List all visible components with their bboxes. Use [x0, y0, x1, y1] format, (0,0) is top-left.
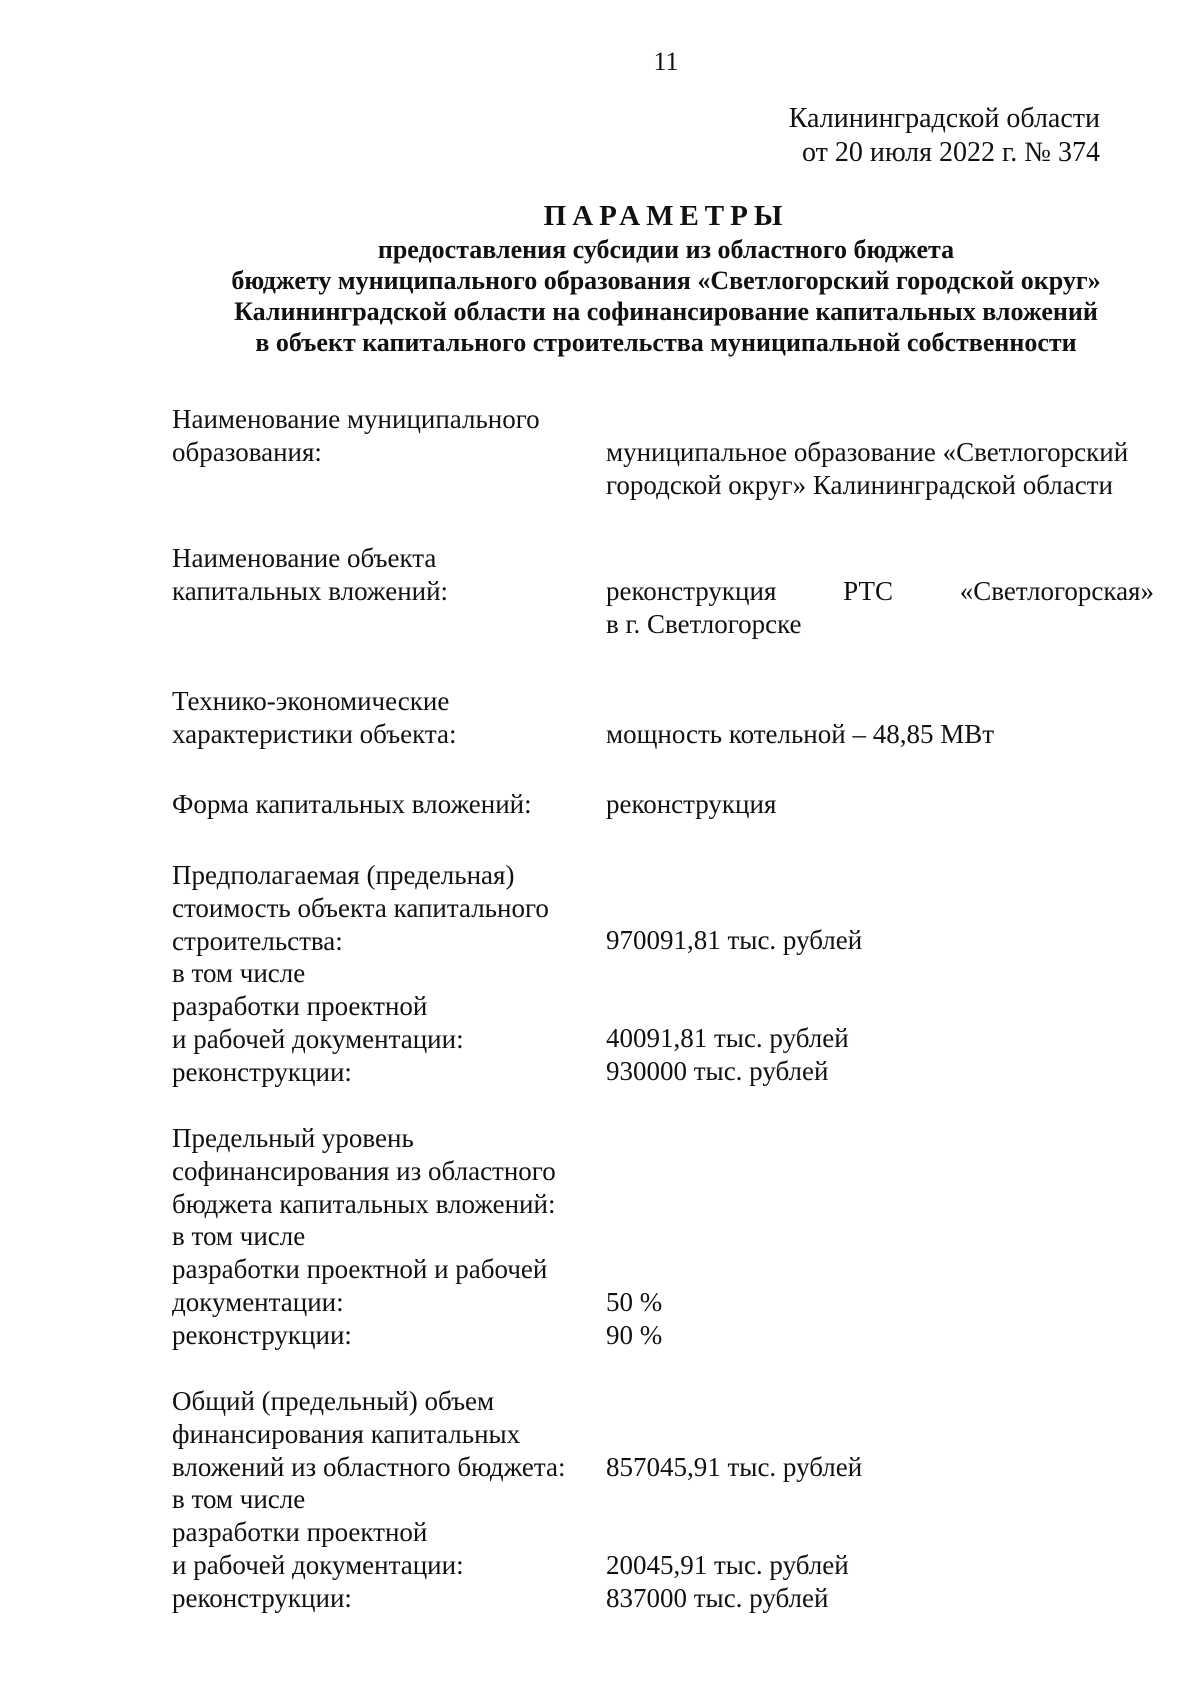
cost-design: 40091,81 тыс. рублей [606, 1023, 849, 1054]
page-number: 11 [653, 47, 679, 76]
object-name-value [606, 575, 1154, 641]
label-line: вложений из областного бюджета: [172, 1451, 566, 1482]
title-line-2: бюджету муниципального образования «Светлогорский городской округ» [231, 266, 1101, 295]
cofinancing-design: 50 % [606, 1287, 663, 1317]
value-word: реконструкция [606, 576, 777, 606]
header-line-1: Калининградской области [788, 103, 1100, 134]
municipality-value [606, 436, 1154, 502]
cofinancing-reconstruction: 90 % [606, 1319, 663, 1350]
label-line: разработки проектной [172, 1517, 428, 1548]
resolution-reference [0, 102, 1100, 170]
value-word: РТС [843, 576, 894, 606]
tech-value [606, 718, 1154, 751]
municipality-label [172, 403, 612, 469]
label-line: Предельный уровень [172, 1123, 414, 1153]
label-line: и рабочей документации: [172, 1549, 464, 1580]
funding-total: 857045,91 тыс. рублей [606, 1452, 863, 1482]
value-line: муниципальное образование «Светлогорский [606, 437, 1129, 467]
funding-value [606, 1451, 1154, 1615]
cofinancing-value [606, 1286, 1154, 1352]
cofinancing-label [172, 1122, 612, 1352]
form-label [172, 788, 612, 821]
label-line: реконструкции: [172, 1582, 352, 1613]
label-line: Наименование муниципального [172, 404, 540, 434]
label-line: бюджета капитальных вложений: [172, 1188, 556, 1219]
label-line: документации: [172, 1286, 344, 1317]
label-line: в том числе [172, 1484, 306, 1515]
cost-reconstruction: 930000 тыс. рублей [606, 1056, 829, 1087]
funding-design: 20045,91 тыс. рублей [606, 1550, 849, 1581]
document-title [0, 198, 1200, 358]
label-line: Общий (предельный) объем [172, 1386, 495, 1416]
value-line [606, 575, 1154, 608]
funding-label [172, 1385, 612, 1615]
cost-total: 970091,81 тыс. рублей [606, 925, 863, 955]
value-line: в г. Светлогорске [606, 608, 802, 639]
label-line: характеристики объекта: [172, 718, 457, 749]
label-line: софинансирования из областного [172, 1155, 556, 1186]
label-line: в том числе [172, 1221, 306, 1252]
tech-label [172, 685, 612, 751]
object-name-label [172, 542, 612, 608]
title-line-4: в объект капитального строительства муниципальной собственности [255, 328, 1077, 357]
label-line: строительства: [172, 925, 343, 956]
title-main: ПАРАМЕТРЫ [543, 200, 789, 232]
label-line: Форма капитальных вложений: [172, 789, 532, 819]
title-line-3: Калининградской области на софинансирование капитальных вложений [234, 297, 1098, 326]
label-line: реконструкции: [172, 1319, 352, 1350]
cost-value [606, 924, 1154, 1088]
label-line: капитальных вложений: [172, 575, 449, 606]
label-line: разработки проектной и рабочей [172, 1254, 548, 1285]
value-word: «Светлогорская» [959, 576, 1154, 606]
value-line: мощность котельной – 48,85 МВт [606, 719, 995, 749]
label-line: реконструкции: [172, 1056, 352, 1087]
value-line: реконструкция [606, 789, 777, 819]
label-line: Предполагаемая (предельная) [172, 860, 515, 890]
cost-label [172, 859, 612, 1089]
label-line: образования: [172, 436, 322, 467]
header-line-2: от 20 июля 2022 г. № 374 [802, 137, 1100, 168]
label-line: и рабочей документации: [172, 1023, 464, 1054]
label-line: разработки проектной [172, 991, 428, 1022]
form-value [606, 788, 1154, 821]
funding-reconstruction: 837000 тыс. рублей [606, 1583, 829, 1614]
label-line: Наименование объекта [172, 543, 437, 573]
title-line-1: предоставления субсидии из областного бюджета [377, 235, 955, 264]
label-line: Технико-экономические [172, 686, 450, 716]
label-line: в том числе [172, 958, 306, 989]
value-line: городской округ» Калининградской области [606, 469, 1114, 500]
label-line: стоимость объекта капитального [172, 892, 549, 923]
label-line: финансирования капитальных [172, 1418, 521, 1449]
